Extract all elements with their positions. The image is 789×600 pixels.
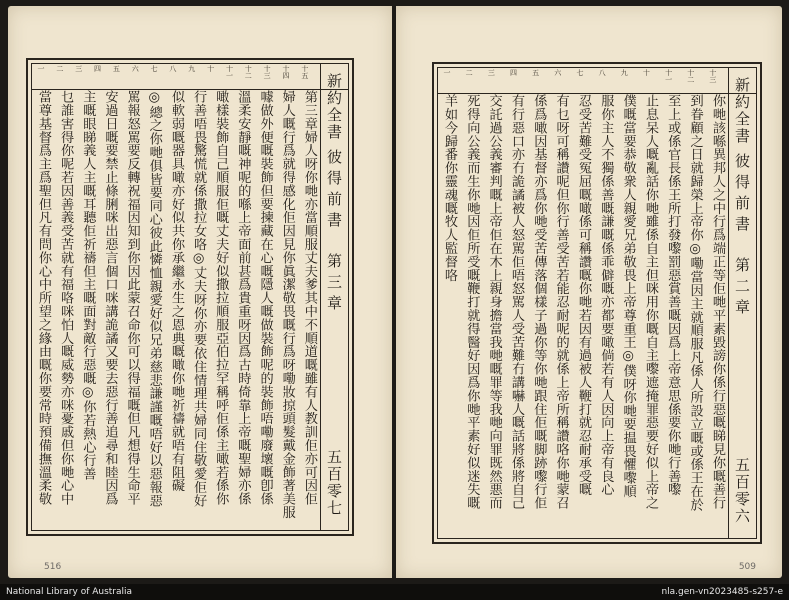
left-line-number: 七 [150,65,159,72]
left-handwritten-note: 516 [44,562,62,572]
right-page-number: 五百零六 [733,457,751,525]
right-line-number: 八 [598,69,607,76]
left-line-number: 二 [55,65,64,72]
right-line-number: 七 [575,69,584,76]
left-text-column: 行善唔畏驚慌就係撒拉女咯◎丈夫呀你亦要依住情理共婦同住敬愛佢好 [191,90,207,508]
left-line-number: 十一 [225,65,234,79]
left-line-number: 五 [112,65,121,72]
left-line-number: 九 [187,65,196,72]
right-line-number: 十二 [686,69,695,83]
right-text-column: 忍受苦難受冤屈嘅噉係可稱讚嘅你哋若因有過被人鞭打就忍耐承受嘅 [575,94,591,496]
right-book-title: 新約全書 [733,77,751,145]
left-text-column: 溫柔安靜嘅神呢的喺上帝面前甚爲貴重呀因爲古時倚靠上帝嘅聖婦亦係 [235,90,251,506]
left-line-number: 十二 [244,65,253,79]
right-line-number: 三 [487,69,496,76]
left-line-number: 十五 [300,65,309,79]
left-book-title: 新約全書 [325,73,343,141]
right-body-text [438,94,728,538]
right-text-column: 係爲噉因基督亦爲你哋受苦傳落個樣子過你等你哋跟住佢嘅脚跡嚟行佢 [531,94,547,510]
left-chapter-label: 第三章 [325,253,343,316]
right-text-column: 服你主人不獨係善嘅謙嘅係乖僻嘅亦都要噉倘若有人因向上帝有良心 [598,94,614,496]
right-text-frame [432,62,762,544]
footer-bar [0,584,789,600]
left-text-column: 當尊基督爲主爲聖但凡有問你心中所望之緣由嘅你要常時預備撫溫柔敬 [36,90,51,506]
left-text-column: 噱做外便嘅裝飾但要揀藏在心嘅隱人嘅做裝飾呢的裝飾唔嘞廢壞嘅卽係 [257,90,273,506]
left-line-number: 六 [131,65,140,72]
right-text-column: 你哋該喺異邦人之中行爲端正等佢哋平素毀謗你係行惡嘅睇見你嘅善行 [709,94,725,510]
right-line-number: 一 [443,69,451,76]
left-sidebar [320,63,349,531]
left-text-column: 噉樣裝飾自己順服佢嘅丈夫好似撒拉順服亞伯拉罕稱呼佢係主噉若係你 [213,90,229,506]
left-line-number-header [31,63,349,90]
right-line-number: 六 [553,69,562,76]
left-line-number: 十 [206,65,215,72]
right-text-column: 有乜呀可稱讚呢但你行善受苦若能忍耐呢的就係上帝所稱讚咯你哋蒙召 [553,94,569,510]
right-text-column: 到眷顧之日就歸榮上帝你◎嘞當因主就順服凡係人所設立嘅或係王在於 [687,94,703,512]
left-page-number: 五百零七 [325,449,343,517]
right-line-number: 十 [642,69,651,76]
left-text-column: 主嘅眼睇義人主嘅耳聽佢祈禱但主嘅面對敵行惡嘅◎你若熱心行善 [80,90,96,481]
right-text-column: 羊如今歸番你靈魂嘅牧人監督咯 [442,94,457,282]
left-text-column: 婦人嘅行爲就得感化佢因見你眞潔敬畏嘅行爲呀嘞妝掠頭髮戴金飾著美服 [279,90,295,519]
right-line-number: 二 [465,69,474,76]
right-text-column: 止息呆人嘅亂話你哋雖係自主但咪用你嘅自主嚟遮掩罪惡要好似上帝之 [642,94,658,510]
right-line-number-header [437,67,757,94]
left-text-column: 罵報怒罵要反轉祝福因知到你因此蒙召命你可以得福嘅但凡想得生命平 [124,90,140,506]
left-text-column: 乜誰害得你呢若因善義受苦就有福咯咪怕人嘅威勢亦咪憂戚但你哋心中 [58,90,74,506]
left-line-number: 八 [168,65,177,72]
right-line-numbers [443,69,717,91]
left-text-column: 第三章婦人呀你哋亦當順服丈夫爹其中不順道嘅雖有人教訓佢亦可因佢 [301,90,317,506]
left-line-number: 十四 [281,65,290,79]
left-body-text [32,90,320,530]
left-line-number: 十三 [263,65,272,79]
right-text-column: 死得向公義而生你哋因佢所受嘅鞭打就得醫好因爲你哋平素好似迷失嘅 [464,94,480,510]
footer-record-id: nla.gen-vn2023485-s257-e [661,587,783,597]
left-book-name: 彼得前書 [325,149,343,233]
left-line-numbers [37,65,309,87]
right-line-number: 四 [509,69,518,76]
right-text-column: 交託過公義審判嘅上帝佢在木上親身擔當我哋嘅罪等我哋向罪既然悪而 [486,94,502,510]
right-page [396,6,782,578]
footer-library-name: National Library of Australia [6,587,133,597]
right-text-column: 有行惡口亦冇詭譎被人怒駡佢唔怒駡人受苦難冇講嚇人嘅話將係將自己 [508,94,524,510]
left-text-column: ◎總之你哋俱皆要同心彼此憐恤親愛好似兄弟慈悲謙謹嘅唔好以惡報惡 [146,90,162,508]
right-handwritten-note: 509 [738,562,756,572]
right-book-name: 彼得前書 [733,153,751,237]
left-text-column: 安過日嘅要禁止條脷咪出惡言個口咪講詭譎又要去惡行善追尋和睦因爲 [102,90,118,506]
right-sidebar [728,67,757,539]
left-text-frame [26,58,354,536]
right-line-number: 五 [531,69,540,76]
right-line-number: 十一 [664,69,673,83]
right-line-number: 九 [620,69,629,76]
left-line-number: 一 [37,65,45,72]
right-chapter-label: 第二章 [733,257,751,320]
left-line-number: 四 [93,65,102,72]
left-line-number: 三 [74,65,83,72]
left-page [8,6,392,578]
right-text-column: 僕嘅當要恭敬衆人親愛兄弟敬畏上帝尊重王◎僕呀你哋要揾畏懼嚟順 [620,94,636,498]
left-text-column: 似軟弱嘅器具噉亦好似共你承繼永生之恩典嘅噉你哋祈禱就唔有阻礙 [168,90,184,492]
right-text-column: 至上或係官長係王所打發嚟罰惡賞善嘅因爲上帝意思係要你哋行善嚟 [665,94,681,496]
right-line-number: 十三 [708,69,717,83]
